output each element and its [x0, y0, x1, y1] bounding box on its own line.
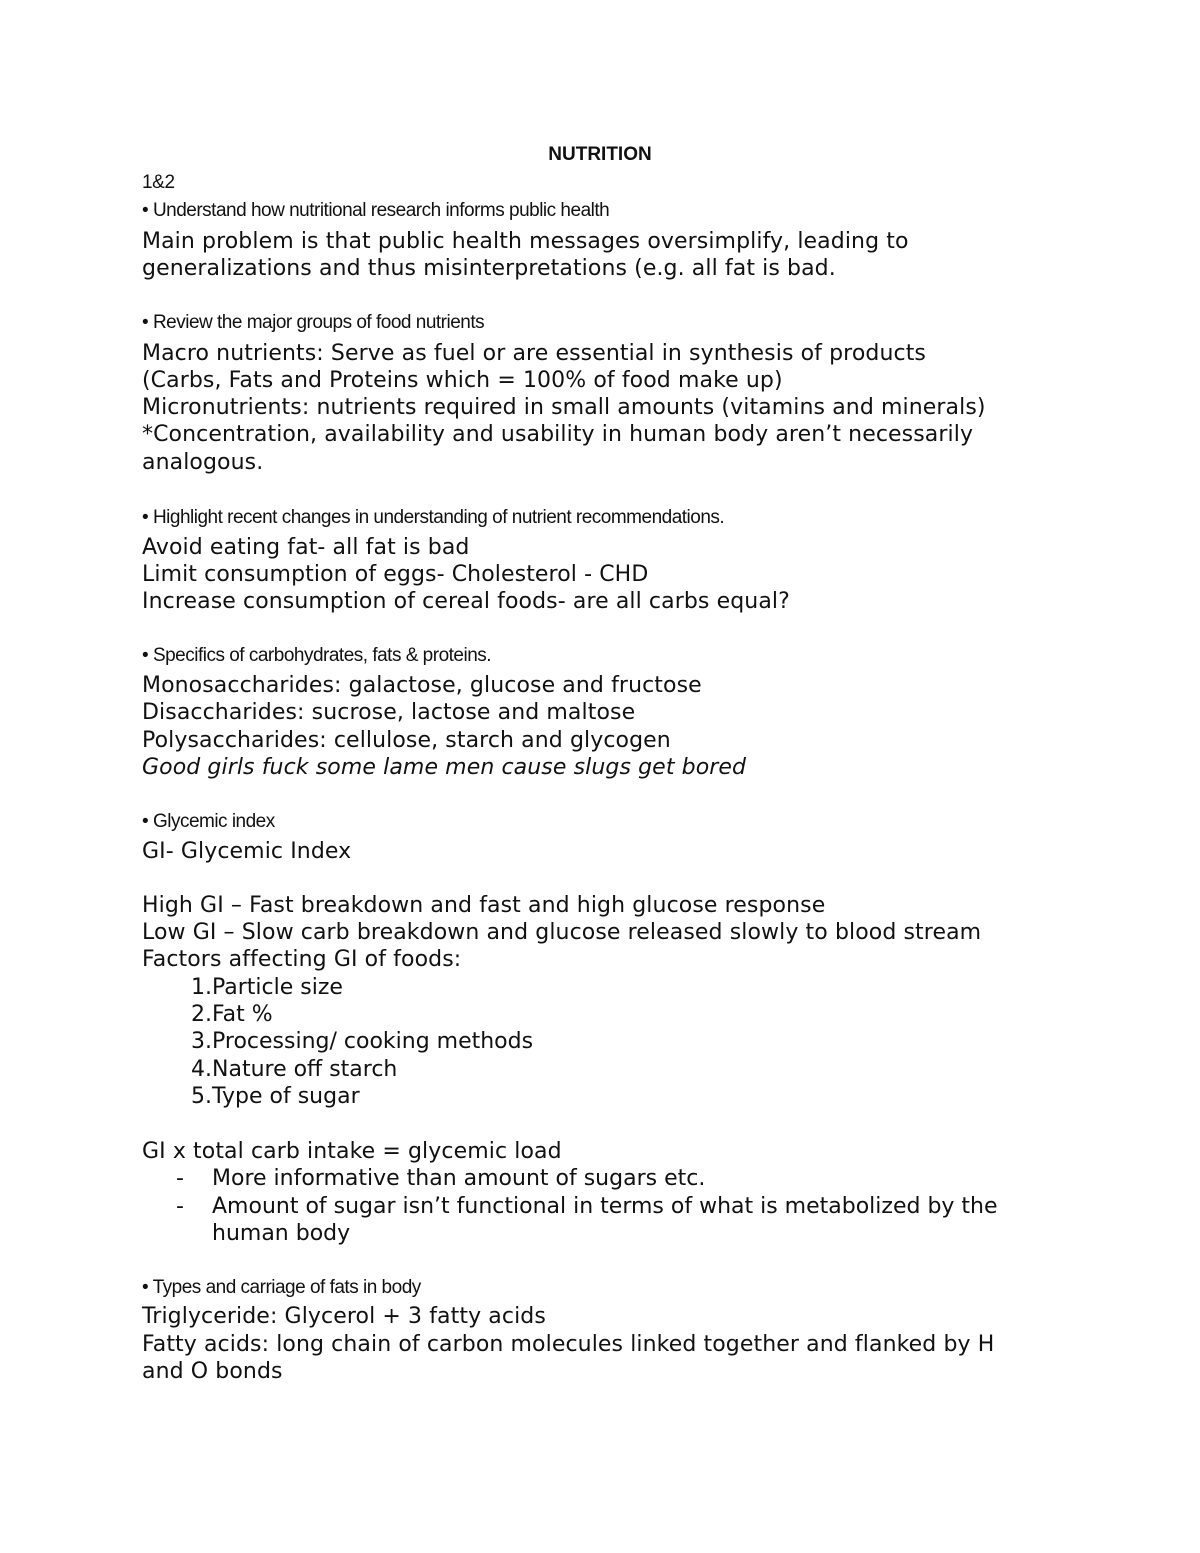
- text-line: Disaccharides: sucrose, lactose and maltose: [142, 700, 636, 725]
- section-bullet: • Types and carriage of fats in body: [142, 1277, 421, 1298]
- section-bullet: • Understand how nutritional research informs public health: [142, 200, 610, 221]
- text-line: Limit consumption of eggs- Cholesterol - CHD: [142, 562, 649, 587]
- text-line: GI x total carb intake = glycemic load: [142, 1139, 562, 1164]
- numbered-item: 5. Type of sugar: [191, 1084, 360, 1109]
- text-line: Factors affecting GI of foods:: [142, 947, 462, 972]
- subheading: 1&2: [142, 172, 175, 193]
- text-line: Main problem is that public health messages oversimplify, leading to: [142, 229, 909, 254]
- document-page: NUTRITION 1&2 • Understand how nutritional research informs public health Main problem is that public health messages oversimplify, leading to generalizations and thus misinterpretations (e.g. all fat is bad. • Review the major groups of food nutrients Macro nutrients: Serve as fuel or are essential in synthesis of products (Carbs, Fats and Proteins which = 100% of food make up) Micronutrients: nutrients required in small amounts (vitamins and minerals) *Concentration, availability and usability in human body aren’t necessarily analogous. • Highlight recent changes in understanding of nutrient recommendations. Avoid eating fat- all fat is bad Limit consumption of eggs- Cholesterol - CHD Increase consumption of cereal foods- are all carbs equal? • Specifics of carbohydrates, fats & proteins. Monosaccharides: galactose, glucose and fructose Disaccharides: sucrose, lactose and maltose Polysaccharides: cellulose, starch and glycogen Good girls fuck some lame men cause slugs get bored • Glycemic index GI- Glycemic Index High GI – Fast breakdown and fast and high glucose response Low GI – Slow carb breakdown and glucose released slowly to blood stream Factors affecting GI of foods: 1. Particle size 2. Fat % 3. Processing/ cooking methods 4. Nature off starch 5. Type of sugar GI x total carb intake = glycemic load - More informative than amount of sugars etc. - Amount of sugar isn’t functional in terms of what is metabolized by the human body • Types and carriage of fats in body Triglyceride: Glycerol + 3 fatty acids Fatty acids: long chain of carbon molecules linked together and flanked by H and O bonds: [0, 0, 1200, 1553]
- text-line: Macro nutrients: Serve as fuel or are essential in synthesis of products: [142, 341, 926, 366]
- section-bullet: • Review the major groups of food nutrients: [142, 312, 485, 333]
- text-line: generalizations and thus misinterpretations (e.g. all fat is bad.: [142, 256, 836, 281]
- text-line: Avoid eating fat- all fat is bad: [142, 535, 470, 560]
- text-line: *Concentration, availability and usability in human body aren’t necessarily: [142, 422, 974, 447]
- text-line: Monosaccharides: galactose, glucose and fructose: [142, 673, 702, 698]
- numbered-item: 2. Fat %: [191, 1002, 273, 1027]
- section-bullet: • Specifics of carbohydrates, fats & proteins.: [142, 645, 492, 666]
- text-line: analogous.: [142, 450, 264, 475]
- text-line: Polysaccharides: cellulose, starch and glycogen: [142, 728, 671, 753]
- numbered-item: 4. Nature off starch: [191, 1057, 398, 1082]
- numbered-item: 3. Processing/ cooking methods: [191, 1029, 534, 1054]
- text-line: Micronutrients: nutrients required in small amounts (vitamins and minerals): [142, 395, 986, 420]
- text-line: Low GI – Slow carb breakdown and glucose released slowly to blood stream: [142, 920, 982, 945]
- document-title: NUTRITION: [548, 144, 652, 165]
- section-bullet: • Highlight recent changes in understanding of nutrient recommendations.: [142, 507, 725, 528]
- text-line: Fatty acids: long chain of carbon molecules linked together and flanked by H: [142, 1332, 995, 1357]
- text-line: High GI – Fast breakdown and fast and high glucose response: [142, 893, 826, 918]
- text-line: Increase consumption of cereal foods- are all carbs equal?: [142, 589, 790, 614]
- text-line: and O bonds: [142, 1359, 283, 1384]
- text-line: GI- Glycemic Index: [142, 839, 352, 864]
- section-bullet: • Glycemic index: [142, 811, 275, 832]
- text-line: (Carbs, Fats and Proteins which = 100% of food make up): [142, 368, 783, 393]
- mnemonic-line: Good girls fuck some lame men cause slugs get bored: [142, 755, 747, 780]
- text-line: Triglyceride: Glycerol + 3 fatty acids: [142, 1304, 546, 1329]
- numbered-item: 1. Particle size: [191, 975, 343, 1000]
